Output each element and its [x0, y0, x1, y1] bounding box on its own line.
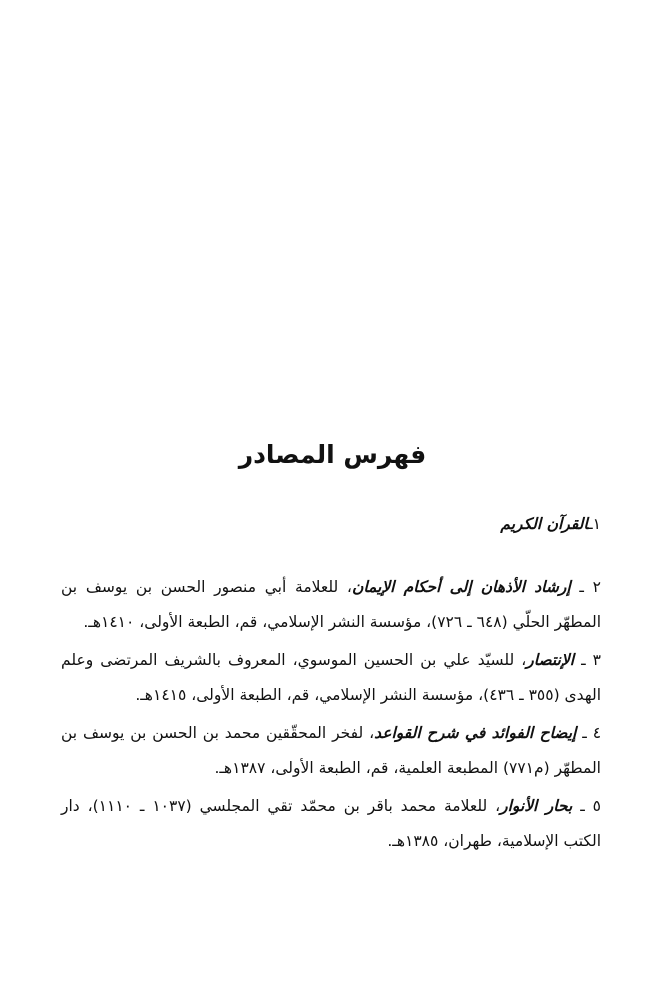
source-number: ٤ [592, 724, 602, 742]
source-number: ٢ [592, 578, 601, 596]
source-entry [61, 570, 601, 640]
source-number: ٣ [592, 651, 601, 669]
source-details: ، لفخر المحقّقين محمد بن الحسن بن يوسف بن المطهّر (م٧٧١) المطبعة العلمية، قم، الطبعة الأولى، ١٣٨٧هـ. [61, 724, 601, 777]
source-separator: ـ [572, 797, 593, 815]
source-details: ، للعلامة محمد باقر بن محمّد تقي المجلسي (١٠٣٧ ـ ١١١٠)، دار الكتب الإسلامية، طهران، ١٣٨٥هـ. [61, 797, 601, 850]
source-number: ١ [592, 515, 601, 533]
source-separator: ـ [576, 724, 593, 742]
source-separator: ـ [570, 578, 593, 596]
source-title: القرآن الكريم [500, 515, 589, 533]
source-details: ، للسيّد علي بن الحسين الموسوي، المعروف بالشريف المرتضى وعلم الهدى (٣٥٥ ـ ٤٣٦)، مؤسسة النشر الإسلامي، قم، الطبعة الأولى، ١٤١٥هـ. [61, 651, 601, 704]
source-entry [61, 716, 601, 786]
source-entry [61, 507, 601, 542]
source-entry [61, 789, 601, 859]
page-title: فهرس المصادر [238, 440, 427, 469]
sources-list [61, 507, 601, 859]
source-title: إرشاد الأذهان إلى أحكام الإيمان [351, 578, 571, 596]
source-title: بحار الأنوار [500, 797, 573, 815]
source-title: الإنتصار [526, 651, 575, 669]
source-separator: ـ [574, 651, 593, 669]
source-separator: ـ [588, 515, 593, 533]
source-number: ٥ [592, 797, 601, 815]
source-title: إيضاح الفوائد في شرح القواعد [374, 724, 577, 742]
source-entry [61, 643, 601, 713]
source-details: ، للعلامة أبي منصور الحسن بن يوسف بن المطهّر الحلّي (٦٤٨ ـ ٧٢٦)، مؤسسة النشر الإسلامي، قم، الطبعة الأولى، ١٤١٠هـ. [61, 578, 601, 631]
